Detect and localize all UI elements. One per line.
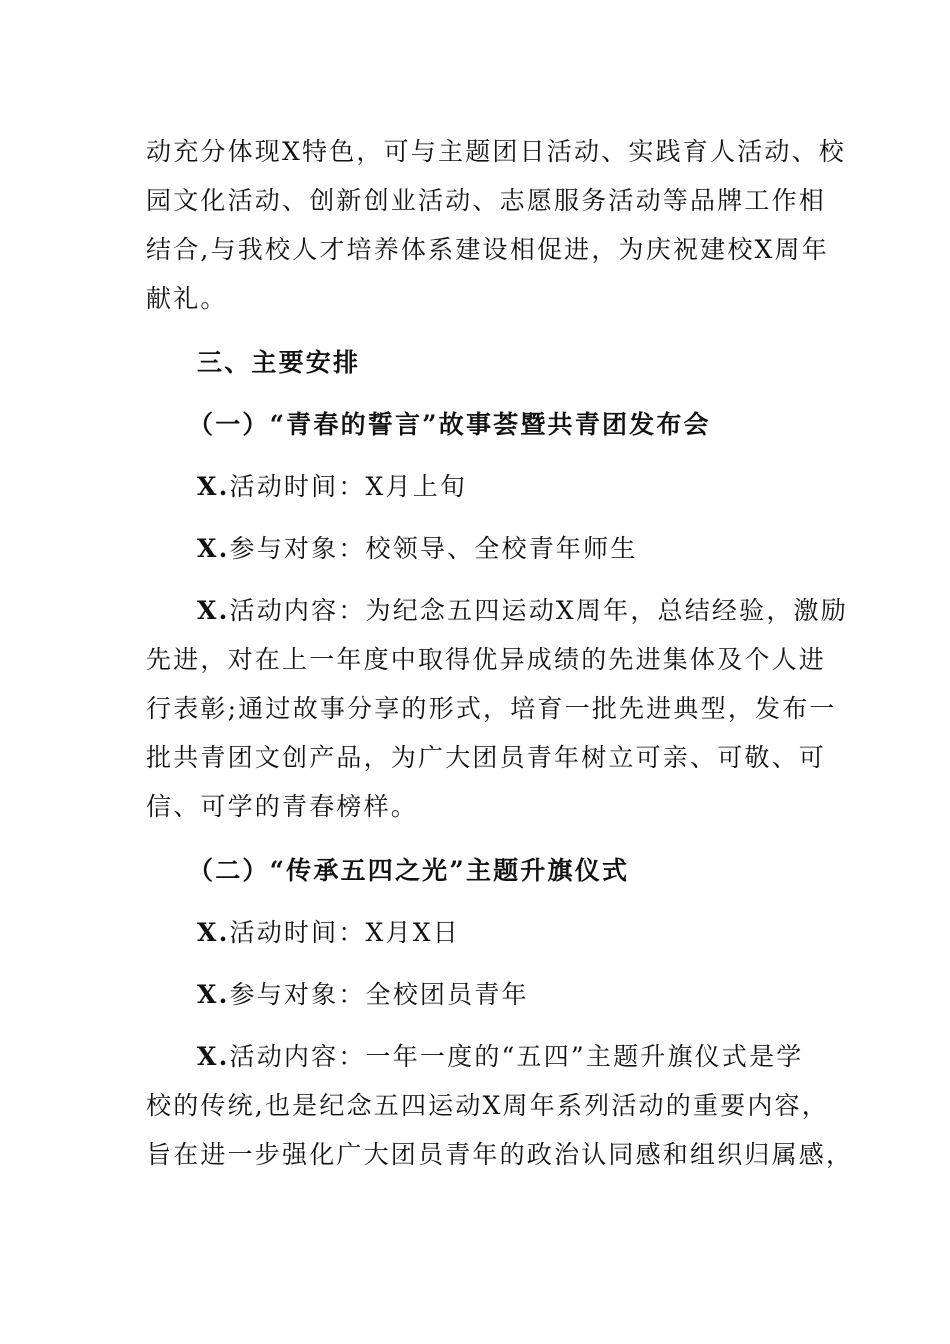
activity-2-content-first-text: 活动内容：一年一度的“五四”主题升旗仪式是学 — [229, 1042, 804, 1071]
activity-1-content-line-3: 行表彰;通过故事分享的形式，培育一批先进典型，发布一 — [146, 694, 837, 723]
activity-1-content-first — [197, 594, 848, 628]
activity-2-heading: （二）“传承五四之光”主题升旗仪式 — [188, 856, 630, 885]
intro-line-3: 结合,与我校人才培养体系建设相促进，为庆祝建校X周年 — [146, 235, 829, 264]
activity-2-participants — [197, 978, 529, 1012]
activity-1-time-text: 活动时间：X月上旬 — [229, 472, 468, 501]
activity-2-participants-text: 参与对象：全校团员青年 — [229, 980, 529, 1009]
activity-1-participants-text: 参与对象：校领导、全校青年师生 — [229, 534, 638, 563]
activity-2-content-line-3: 旨在进一步强化广大团员青年的政治认同感和组织归属感， — [146, 1140, 854, 1169]
activity-2-time-text: 活动时间：X月X日 — [229, 918, 460, 947]
activity-1-heading: （一）“青春的誓言”故事荟暨共青团发布会 — [188, 410, 711, 439]
activity-1-participants — [197, 532, 638, 566]
activity-1-participants-label: X. — [197, 534, 230, 563]
section-heading: 三、主要安排 — [197, 348, 361, 377]
intro-line-2: 园文化活动、创新创业活动、志愿服务活动等品牌工作相 — [146, 186, 827, 215]
activity-1-time — [197, 470, 467, 504]
activity-2-content-line-2: 校的传统,也是纪念五四运动X周年系列活动的重要内容， — [146, 1091, 829, 1120]
activity-1-content-line-5: 信、可学的青春榜样。 — [146, 792, 419, 821]
activity-1-content-first-text: 活动内容：为纪念五四运动X周年，总结经验，激励 — [229, 596, 848, 625]
intro-line-4: 献礼。 — [146, 284, 228, 313]
activity-2-time-label: X. — [197, 918, 230, 947]
activity-1-time-label: X. — [197, 472, 230, 501]
activity-2-content-first — [197, 1040, 803, 1074]
activity-1-content-line-2: 先进，对在上一年度中取得优异成绩的先进集体及个人进 — [146, 645, 827, 674]
intro-line-1: 动充分体现X特色，可与主题团日活动、实践育人活动、校 — [146, 137, 847, 166]
activity-1-content-line-4: 批共青团文创产品，为广大团员青年树立可亲、可敬、可 — [146, 743, 827, 772]
activity-1-content-label: X. — [197, 596, 230, 625]
activity-2-content-label: X. — [197, 1042, 230, 1071]
activity-2-time — [197, 916, 460, 950]
activity-2-participants-label: X. — [197, 980, 230, 1009]
